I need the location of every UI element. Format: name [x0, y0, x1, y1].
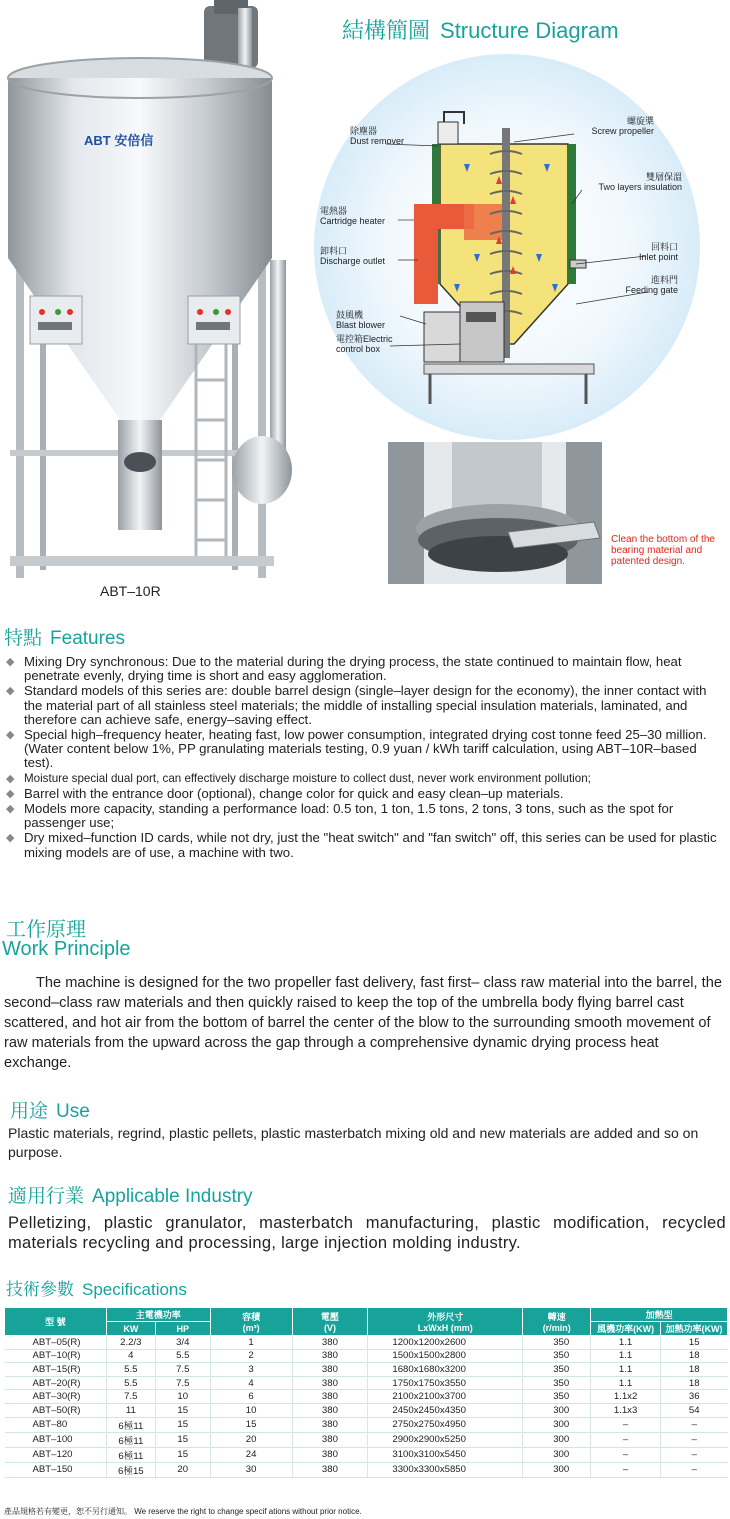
header-voltage-label: 電壓: [320, 1312, 339, 1322]
cell-size: 1680x1680x3200: [368, 1363, 523, 1377]
cell-fan-power: 1.1: [591, 1363, 661, 1377]
table-row: [5, 1349, 728, 1363]
diamond-bullet-icon: ◆: [6, 787, 15, 800]
footnote: 產品規格若有變更，恕不另行通知。 We reserve the right to change specif ations without prior notice.: [4, 1507, 362, 1516]
cell-voltage: 380: [292, 1432, 368, 1447]
cell-voltage: 380: [292, 1390, 368, 1404]
cell-voltage: 380: [292, 1447, 368, 1462]
bearing-photo: [388, 442, 602, 584]
header-capacity: [210, 1308, 292, 1336]
cell-fan-power: 1.1: [591, 1336, 661, 1350]
table-row: [5, 1336, 728, 1350]
label-discharge-outlet: [320, 246, 385, 266]
cell-hp: 7.5: [155, 1376, 210, 1390]
specs-table-body: [5, 1336, 728, 1478]
cell-model: ABT–20(R): [5, 1376, 107, 1390]
cell-capacity: 15: [210, 1417, 292, 1432]
label-inlet-cn: 回料口: [650, 242, 678, 252]
cell-model: ABT–10(R): [5, 1349, 107, 1363]
label-heater-en: Cartridge heater: [320, 216, 386, 226]
cell-capacity: 20: [210, 1432, 292, 1447]
label-control-box: [336, 334, 393, 354]
cell-kw: 6極11: [106, 1432, 155, 1447]
label-screw-propeller: [570, 116, 654, 136]
features-title-cn: 特點: [4, 628, 43, 649]
label-dust-remover: [350, 126, 404, 146]
feature-text: Barrel with the entrance door (optional), change color for quick and easy clean–up materials.: [24, 785, 564, 801]
table-row: [5, 1462, 728, 1477]
cell-model: ABT–30(R): [5, 1390, 107, 1404]
label-inlet-point: [610, 242, 678, 262]
structure-title: [342, 14, 619, 45]
use-title-en: Use: [56, 1101, 90, 1122]
features-title: [4, 623, 125, 650]
cell-size: 1750x1750x3550: [368, 1376, 523, 1390]
feature-text: Dry mixed–function ID cards, while not dry, just the "heat switch" and "fan switch" off, this series can be used for plastic mixing models are of use, a machine with two.: [24, 830, 717, 860]
cell-capacity: 3: [210, 1363, 292, 1377]
cell-size: 1200x1200x2600: [368, 1336, 523, 1350]
header-speed-label: 轉速: [547, 1312, 566, 1322]
label-control-en2: control box: [336, 344, 381, 354]
product-photo: [0, 0, 300, 600]
cell-size: 2100x2100x3700: [368, 1390, 523, 1404]
cell-voltage: 380: [292, 1336, 368, 1350]
cell-fan-power: 1.1: [591, 1376, 661, 1390]
cell-model: ABT–50(R): [5, 1403, 107, 1417]
dryer-machine-illustration: [0, 0, 300, 600]
cell-kw: 6極15: [106, 1462, 155, 1477]
header-capacity-unit: (m³): [242, 1323, 260, 1333]
diamond-bullet-icon: ◆: [6, 832, 15, 845]
table-header-row: [5, 1308, 728, 1322]
cell-heat-power: 18: [661, 1349, 728, 1363]
cell-hp: 10: [155, 1390, 210, 1404]
cell-hp: 3/4: [155, 1336, 210, 1350]
cell-capacity: 30: [210, 1462, 292, 1477]
cell-hp: 15: [155, 1432, 210, 1447]
label-discharge-en: Discharge outlet: [320, 256, 386, 266]
cell-speed: 300: [523, 1447, 591, 1462]
label-screw-cn: 螺旋槳: [626, 116, 654, 126]
label-gate-cn: 進料門: [650, 275, 678, 285]
cell-voltage: 380: [292, 1462, 368, 1477]
specs-title-cn: 技術參數: [6, 1280, 74, 1299]
brand-logo-cn: 安倍信: [114, 133, 154, 148]
cell-model: ABT–100: [5, 1432, 107, 1447]
feature-item: [6, 655, 726, 683]
cell-hp: 20: [155, 1462, 210, 1477]
header-voltage-unit: (V): [323, 1323, 336, 1333]
cell-hp: 15: [155, 1403, 210, 1417]
table-row: [5, 1403, 728, 1417]
feature-item: [6, 802, 726, 830]
cell-capacity: 10: [210, 1403, 292, 1417]
cell-heat-power: 18: [661, 1376, 728, 1390]
cell-kw: 11: [106, 1403, 155, 1417]
use-text: Plastic materials, regrind, plastic pellets, plastic masterbatch mixing old and new materials are added and so on purpose.: [8, 1125, 699, 1160]
diamond-bullet-icon: ◆: [6, 656, 15, 668]
table-row: [5, 1447, 728, 1462]
cell-model: ABT–80: [5, 1417, 107, 1432]
label-control-cn: 電控箱: [336, 334, 364, 344]
cell-kw: 6極11: [106, 1417, 155, 1432]
cell-hp: 15: [155, 1417, 210, 1432]
cell-speed: 350: [523, 1336, 591, 1350]
feature-text: Special high–frequency heater, heating fast, low power consumption, integrated drying cost tonne feed 25–30 million. (Water content below 1%, PP granulating materials testing, 0.9 yuan / kWh tariff calculation, using ABT–10R–based test).: [24, 727, 707, 771]
diamond-bullet-icon: ◆: [6, 685, 15, 698]
table-row: [5, 1432, 728, 1447]
industry-title-cn: 適用行業: [8, 1186, 85, 1207]
cell-voltage: 380: [292, 1376, 368, 1390]
label-cartridge-heater: [320, 206, 385, 226]
label-inlet-en: Inlet point: [638, 252, 678, 262]
header-heating: 加熱型: [591, 1308, 728, 1322]
work-principle-text: The machine is designed for the two propeller fast delivery, fast first– class raw material into the barrel, the second–class raw materials and then quickly raised to keep the top of the umbrella body flying barrel cast scattered, and hot air from the bottom of barrel the center of the blow to the surrounding smooth movement of raw materials from the upward across the gap through a comprehensive dynamic drying process heat exchange.: [4, 975, 722, 1071]
cell-heat-power: –: [661, 1462, 728, 1477]
cell-heat-power: 15: [661, 1336, 728, 1350]
feature-item: [6, 684, 726, 727]
header-heat-power: 加熱功率(KW): [661, 1322, 728, 1336]
cell-capacity: 6: [210, 1390, 292, 1404]
bearing-note: Clean the bottom of the bearing material and patented design.: [611, 534, 715, 567]
industry-title: [8, 1181, 253, 1208]
cell-size: 1500x1500x2800: [368, 1349, 523, 1363]
header-fan-power: 風機功率(KW): [591, 1322, 661, 1336]
cell-speed: 300: [523, 1462, 591, 1477]
header-kw: KW: [106, 1322, 155, 1336]
header-model: 型 號: [5, 1308, 107, 1336]
use-title-cn: 用途: [10, 1101, 49, 1122]
cell-speed: 300: [523, 1432, 591, 1447]
feature-text: Moisture special dual port, can effectively discharge moisture to collect dust, never work environment pollution;: [24, 771, 591, 785]
diamond-bullet-icon: ◆: [6, 729, 15, 742]
cell-kw: 2.2/3: [106, 1336, 155, 1350]
diamond-bullet-icon: ◆: [6, 803, 15, 816]
header-motor: 主電機功率: [106, 1308, 210, 1322]
feature-text: Models more capacity, standing a performance load: 0.5 ton, 1 ton, 1.5 tons, 2 tons, 3 tons, such as the spot for passenger use;: [24, 801, 674, 831]
table-row: [5, 1390, 728, 1404]
cell-model: ABT–120: [5, 1447, 107, 1462]
label-feeding-gate: [600, 275, 678, 295]
header-size-unit: LxWxH (mm): [417, 1323, 473, 1333]
use-title: [10, 1096, 90, 1123]
label-blast-blower: [336, 310, 385, 330]
cell-speed: 300: [523, 1417, 591, 1432]
industry-text: Pelletizing, plastic granulator, masterbatch manufacturing, plastic modification, recycled materials recycling and processing, large injection molding industry.: [8, 1214, 726, 1252]
cell-speed: 350: [523, 1349, 591, 1363]
diamond-bullet-icon: ◆: [6, 772, 15, 785]
cell-fan-power: 1.1x3: [591, 1403, 661, 1417]
work-title-en: Work Principle: [2, 938, 131, 960]
cell-kw: 6極11: [106, 1447, 155, 1462]
cell-fan-power: 1.1x2: [591, 1390, 661, 1404]
specs-title-en: Specifications: [82, 1280, 187, 1299]
cell-hp: 7.5: [155, 1363, 210, 1377]
header-speed-unit: (r/min): [542, 1323, 571, 1333]
label-control-en1: Electric: [363, 334, 393, 344]
header-speed: [523, 1308, 591, 1336]
feature-text: Standard models of this series are: double barrel design (single–layer design for the economy), the inner contact with the material part of all stainless steel materials; the middle of installing special insulation materials, laminated, and therefore can achieve safe, energy–saving effect.: [24, 683, 707, 727]
cell-speed: 350: [523, 1363, 591, 1377]
label-gate-en: Feeding gate: [625, 285, 678, 295]
cell-capacity: 24: [210, 1447, 292, 1462]
label-two-layers-insulation: [570, 172, 682, 192]
label-heater-cn: 電熱器: [320, 206, 348, 216]
cell-voltage: 380: [292, 1417, 368, 1432]
specs-table: [4, 1307, 728, 1478]
label-insul-cn: 雙層保溫: [645, 172, 682, 182]
cell-voltage: 380: [292, 1403, 368, 1417]
brand-logo: [84, 130, 153, 149]
cell-kw: 4: [106, 1349, 155, 1363]
header-size: [368, 1308, 523, 1336]
label-dust-en: Dust remover: [350, 136, 405, 146]
table-row: [5, 1363, 728, 1377]
cell-model: ABT–15(R): [5, 1363, 107, 1377]
cell-kw: 5.5: [106, 1376, 155, 1390]
product-caption: ABT–10R: [100, 583, 161, 599]
cell-hp: 5.5: [155, 1349, 210, 1363]
feature-item: [6, 728, 726, 771]
cell-heat-power: 54: [661, 1403, 728, 1417]
label-screw-en: Screw propeller: [591, 126, 654, 136]
cell-fan-power: –: [591, 1447, 661, 1462]
label-blower-cn: 鼓風機: [336, 310, 364, 320]
label-discharge-cn: 卸料口: [320, 246, 348, 256]
cell-kw: 7.5: [106, 1390, 155, 1404]
feature-item: [6, 772, 726, 786]
cell-capacity: 1: [210, 1336, 292, 1350]
header-voltage: [292, 1308, 368, 1336]
cell-heat-power: –: [661, 1417, 728, 1432]
cell-speed: 300: [523, 1403, 591, 1417]
label-dust-cn: 除塵器: [350, 126, 378, 136]
cell-voltage: 380: [292, 1363, 368, 1377]
cell-size: 2750x2750x4950: [368, 1417, 523, 1432]
cell-fan-power: –: [591, 1417, 661, 1432]
cell-fan-power: –: [591, 1432, 661, 1447]
cell-fan-power: –: [591, 1462, 661, 1477]
cell-model: ABT–150: [5, 1462, 107, 1477]
header-hp: HP: [155, 1322, 210, 1336]
header-capacity-label: 容積: [242, 1312, 261, 1322]
brand-logo-text: ABT: [84, 133, 111, 148]
cell-size: 3100x3100x5450: [368, 1447, 523, 1462]
table-row: [5, 1376, 728, 1390]
cell-capacity: 2: [210, 1349, 292, 1363]
feature-item: [6, 787, 726, 801]
cell-fan-power: 1.1: [591, 1349, 661, 1363]
cell-capacity: 4: [210, 1376, 292, 1390]
features-list: [6, 655, 726, 861]
cell-heat-power: –: [661, 1447, 728, 1462]
cell-size: 3300x3300x5850: [368, 1462, 523, 1477]
feature-item: [6, 831, 726, 859]
cell-size: 2450x2450x4350: [368, 1403, 523, 1417]
cell-voltage: 380: [292, 1349, 368, 1363]
cell-heat-power: 36: [661, 1390, 728, 1404]
cell-model: ABT–05(R): [5, 1336, 107, 1350]
cell-heat-power: 18: [661, 1363, 728, 1377]
cell-speed: 350: [523, 1390, 591, 1404]
feature-text: Mixing Dry synchronous: Due to the material during the drying process, the state continued to maintain flow, heat penetrate evenly, drying time is short and easy agglomeration.: [24, 654, 682, 684]
header-size-label: 外形尺寸: [427, 1312, 464, 1322]
table-row: [5, 1417, 728, 1432]
cell-hp: 15: [155, 1447, 210, 1462]
features-title-en: Features: [50, 628, 125, 649]
structure-title-cn: 結構簡圖: [342, 18, 431, 43]
cell-speed: 350: [523, 1376, 591, 1390]
cell-size: 2900x2900x5250: [368, 1432, 523, 1447]
cell-heat-power: –: [661, 1432, 728, 1447]
cell-kw: 5.5: [106, 1363, 155, 1377]
work-title-cn: 工作原理: [6, 919, 86, 941]
label-insul-en: Two layers insulation: [598, 182, 682, 192]
specs-title: [6, 1275, 187, 1300]
label-blower-en: Blast blower: [336, 320, 386, 330]
structure-title-en: Structure Diagram: [440, 18, 619, 43]
industry-title-en: Applicable Industry: [92, 1186, 253, 1207]
